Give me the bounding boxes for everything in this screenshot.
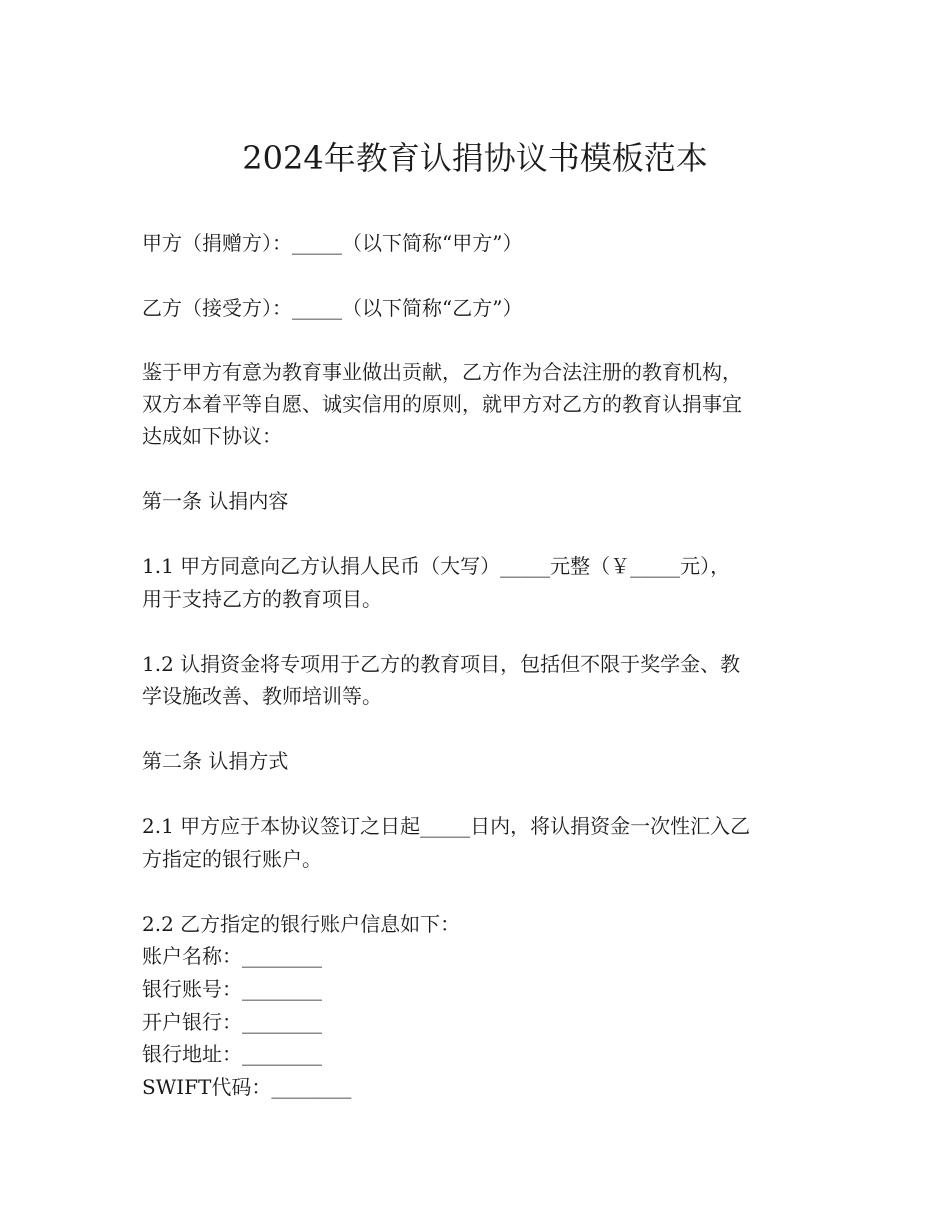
clause-2-1-line-2: 方指定的银行账户。 xyxy=(142,847,322,871)
clause-2-1-line-1: 2.1 甲方应于本协议签订之日起_____日内，将认捐资金一次性汇入乙 xyxy=(142,814,751,838)
bank-field-bank-name: 开户银行：________ xyxy=(142,1010,322,1034)
party-b-line: 乙方（接受方）：_____（以下简称“乙方”） xyxy=(142,296,523,320)
clause-1-2-line-1: 1.2 认捐资金将专项用于乙方的教育项目，包括但不限于奖学金、教 xyxy=(142,652,741,676)
party-a-line: 甲方（捐赠方）：_____（以下简称“甲方”） xyxy=(142,231,523,255)
bank-field-account-number: 银行账号：________ xyxy=(142,977,322,1001)
clause-2-2-intro: 2.2 乙方指定的银行账户信息如下： xyxy=(142,912,461,936)
preamble-line-1: 鉴于甲方有意为教育事业做出贡献，乙方作为合法注册的教育机构， xyxy=(142,360,742,384)
clause-1-1-line-1: 1.1 甲方同意向乙方认捐人民币（大写）_____元整（￥_____元）， xyxy=(142,554,731,578)
article-1-heading: 第一条 认捐内容 xyxy=(142,489,289,513)
bank-field-account-name: 账户名称：________ xyxy=(142,944,322,968)
bank-field-bank-address: 银行地址：________ xyxy=(142,1042,322,1066)
document-title: 2024年教育认捐协议书模板范本 xyxy=(242,139,708,177)
clause-1-1-line-2: 用于支持乙方的教育项目。 xyxy=(142,587,382,611)
article-2-heading: 第二条 认捐方式 xyxy=(142,749,289,773)
preamble-line-2: 双方本着平等自愿、诚实信用的原则，就甲方对乙方的教育认捐事宜 xyxy=(142,392,742,416)
clause-1-2-line-2: 学设施改善、教师培训等。 xyxy=(142,684,382,708)
bank-field-swift-code: SWIFT代码：________ xyxy=(142,1075,352,1099)
preamble-line-3: 达成如下协议： xyxy=(142,424,282,448)
